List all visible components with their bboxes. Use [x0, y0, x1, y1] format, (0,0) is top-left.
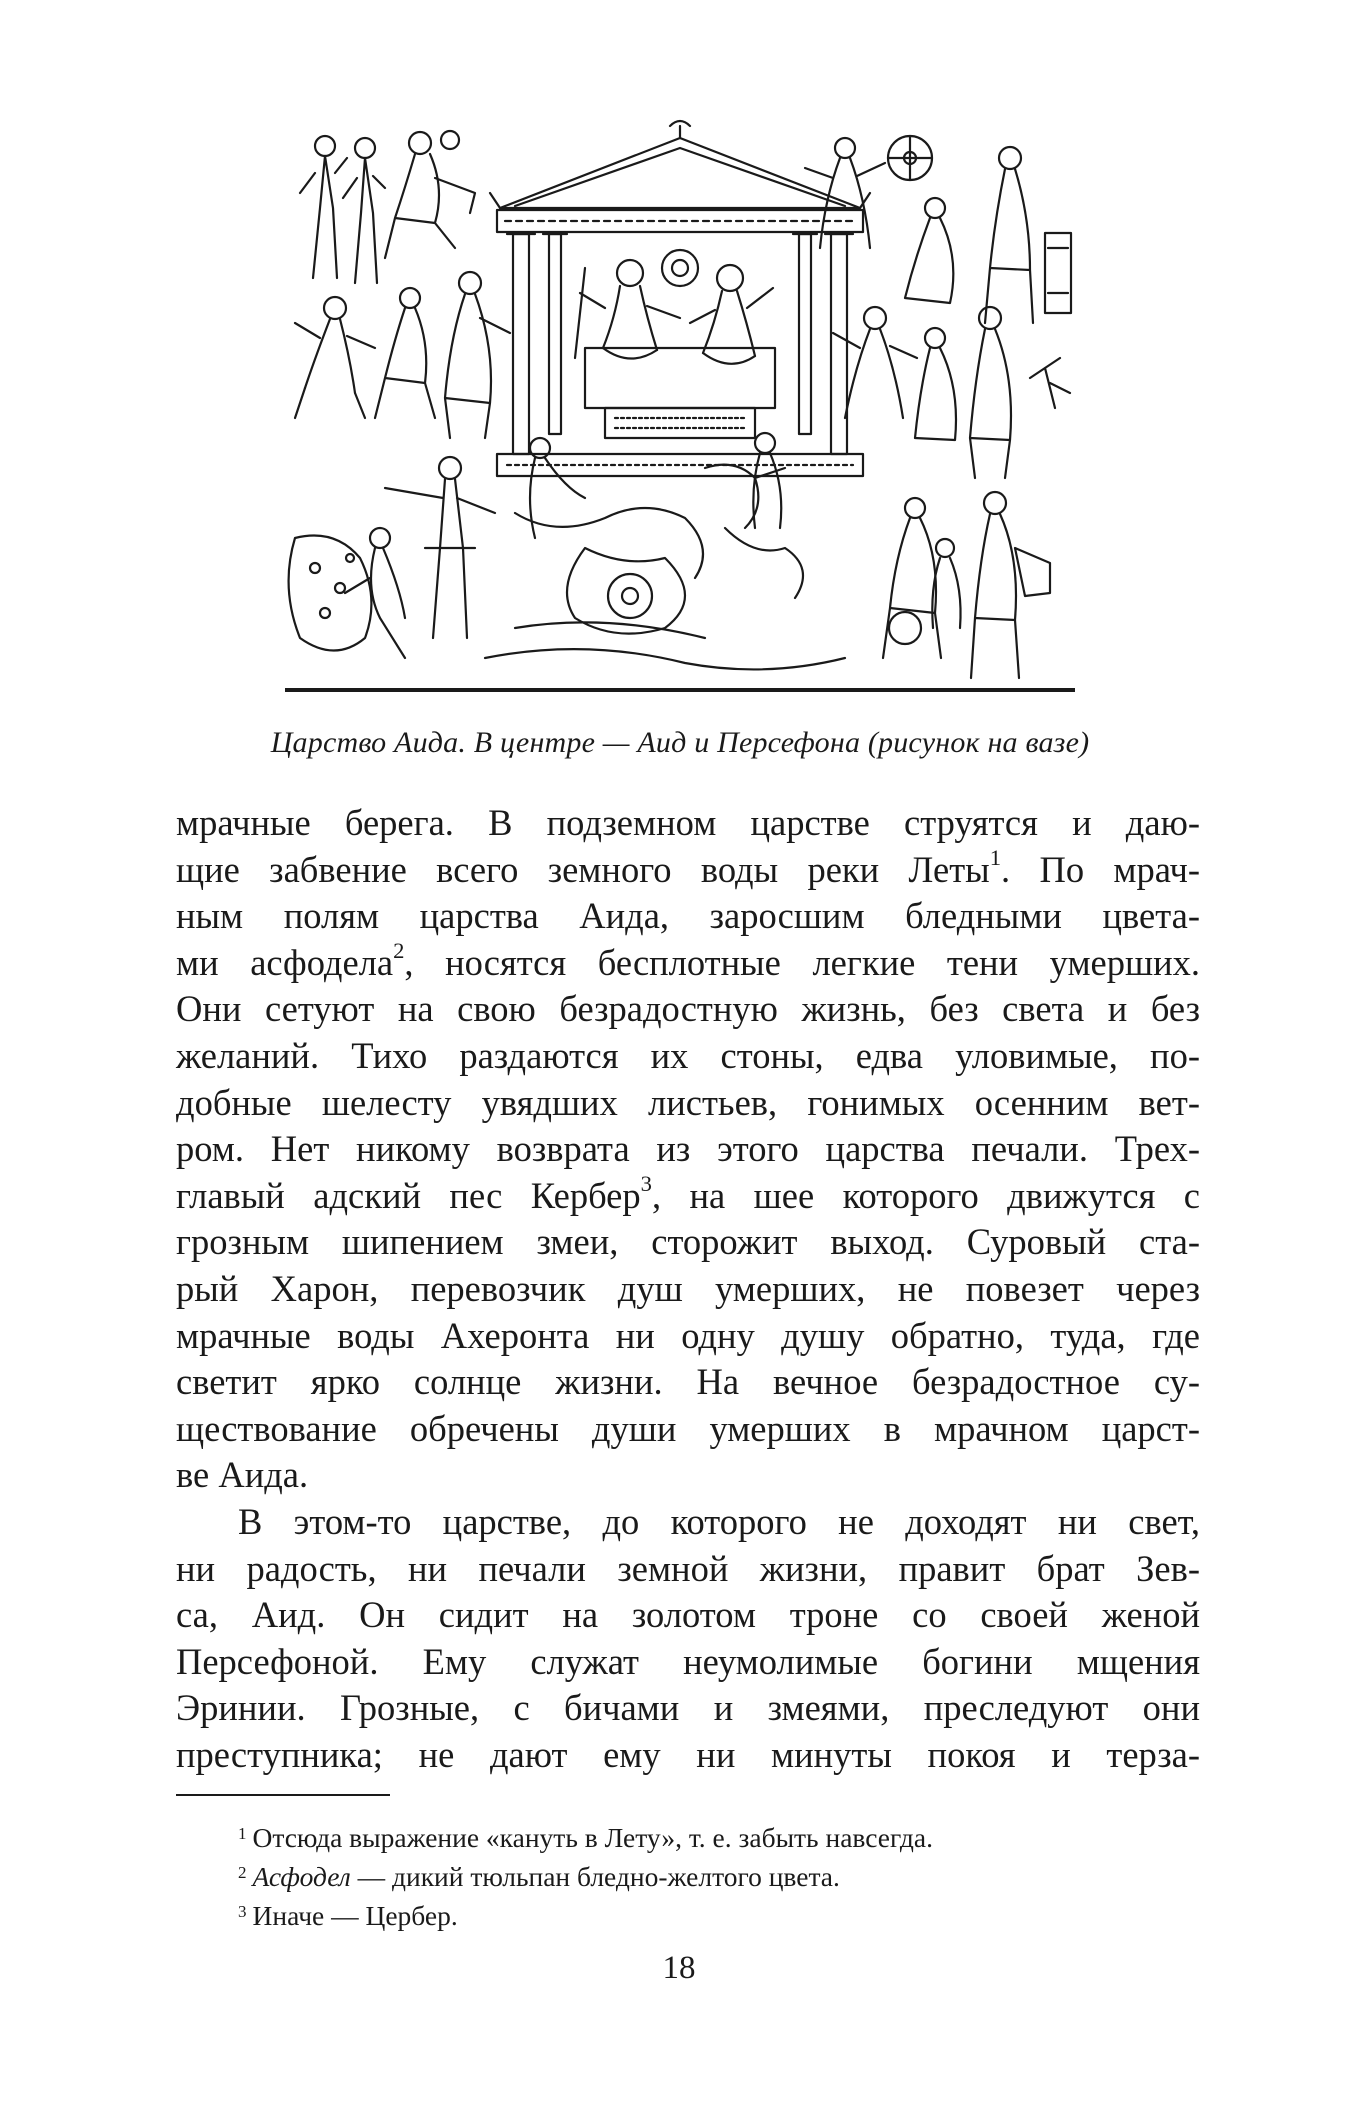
- text-line: Эринии. Грозные, с бичами и змеями, преследуют они: [176, 1687, 1200, 1729]
- footnote-text: — дикий тюльпан бледно-желтого цвета.: [350, 1861, 840, 1892]
- footnote-mark: 2: [238, 1863, 247, 1883]
- paragraph-2: [176, 1499, 1200, 1779]
- footnote-ref-1[interactable]: 1: [989, 845, 1001, 871]
- footnotes: [238, 1818, 1198, 1935]
- footnote-term: Асфодел: [252, 1861, 351, 1892]
- footnote-divider: [176, 1794, 390, 1796]
- footnote-1: [238, 1818, 1198, 1857]
- text-line: рый Харон, перевозчик душ умерших, не повезет через: [176, 1267, 1200, 1309]
- text-line: ром. Нет никому возврата из этого царства печали. Трех-: [176, 1128, 1200, 1170]
- text-line: ни радость, ни печали земной жизни, правит брат Зев-: [176, 1547, 1200, 1589]
- paragraph-1: [176, 800, 1200, 1499]
- text-line: главый адский пес Кербер$^3$, на шее которого движутся с: [176, 1171, 1200, 1216]
- footnote-ref-3[interactable]: 3: [640, 1171, 652, 1197]
- text-line: желаний. Тихо раздаются их стоны, едва уловимые, по-: [176, 1034, 1200, 1076]
- text-line: светит ярко солнце жизни. На вечное безрадостное су-: [176, 1361, 1200, 1403]
- text-line: ве Аида.: [176, 1454, 309, 1496]
- text-line: мрачные берега. В подземном царстве струятся и даю-: [176, 802, 1200, 843]
- footnote-text: Иначе — Цербер.: [252, 1900, 458, 1931]
- figure-caption: Царство Аида. В центре — Аид и Персефона (рисунок на вазе): [270, 726, 1090, 759]
- text-line: щие забвение всего земного воды реки Леты$^1$. По мрач-: [176, 845, 1200, 890]
- footnote-2: [238, 1857, 1198, 1896]
- text-line: Они сетуют на свою безрадостную жизнь, без света и без: [176, 988, 1200, 1030]
- footnote-mark: 1: [238, 1824, 247, 1844]
- text-line: преступника; не дают ему ни минуты покоя и терза-: [176, 1733, 1200, 1775]
- text-line: Персефоной. Ему служат неумолимые богини мщения: [176, 1640, 1200, 1682]
- footnote-3: [238, 1896, 1198, 1935]
- text-line: грозным шипением змеи, сторожит выход. Суровый ста-: [176, 1221, 1200, 1263]
- text-line: са, Аид. Он сидит на золотом троне со своей женой: [176, 1594, 1200, 1636]
- text-line: ществование обречены души умерших в мрачном царст-: [176, 1407, 1200, 1449]
- text-line: ми асфодела$^2$, носятся бесплотные легкие тени умерших.: [176, 938, 1201, 983]
- vase-illustration: [285, 118, 1075, 696]
- text-line: мрачные воды Ахеронта ни одну душу обратно, туда, где: [176, 1314, 1200, 1356]
- footnote-text: Отсюда выражение «кануть в Лету», т. е. забыть навсегда.: [252, 1822, 933, 1853]
- page-number: 18: [662, 1950, 696, 1986]
- text-line: добные шелесту увядших листьев, гонимых осенним вет-: [176, 1081, 1200, 1123]
- footnote-ref-2[interactable]: 2: [393, 938, 405, 964]
- text-line: В этом-то царстве, до которого не доходят ни свет,: [238, 1500, 1200, 1542]
- main-text: [176, 800, 1200, 1778]
- text-line: ным полям царства Аида, заросшим бледными цвета-: [176, 895, 1200, 937]
- kingdom-of-hades-drawing: [285, 118, 1075, 696]
- footnote-mark: 3: [238, 1902, 247, 1922]
